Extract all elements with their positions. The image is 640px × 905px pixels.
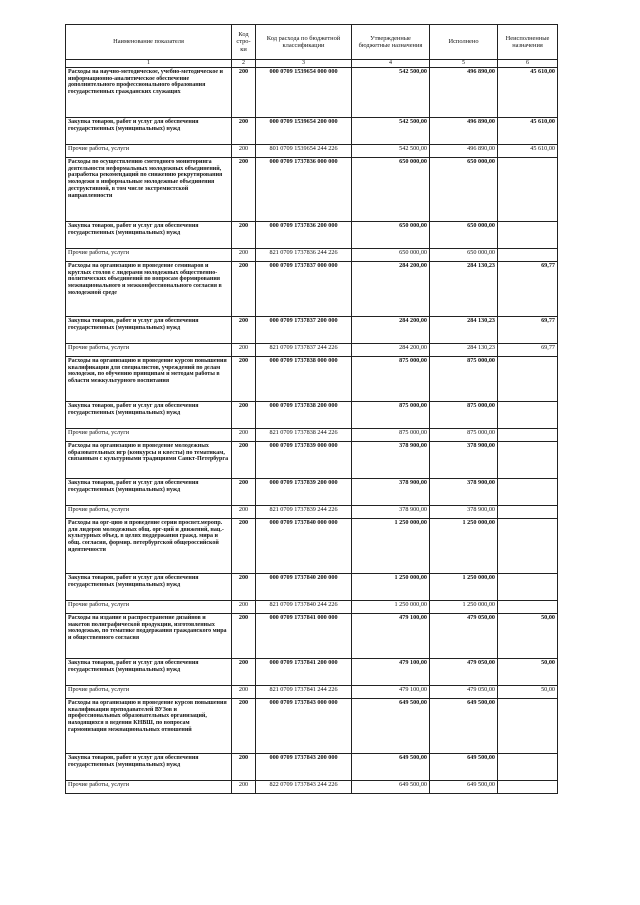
line-code-cell: 200	[232, 402, 256, 429]
unexecuted-amount-cell: 69,77	[498, 262, 558, 317]
indicator-name-cell: Прочие работы, услуги	[66, 686, 232, 699]
unexecuted-amount-cell	[498, 402, 558, 429]
table-row	[66, 699, 558, 754]
column-number: 4	[352, 60, 430, 68]
indicator-name-cell: Закупка товаров, работ и услуг для обеспечения государственных (муниципальных) нужд	[66, 402, 232, 429]
budget-code-cell: 000 0709 1737839 000 000	[256, 442, 352, 479]
approved-amount-cell: 1 250 000,00	[352, 601, 430, 614]
unexecuted-amount-cell	[498, 519, 558, 574]
unexecuted-amount-cell	[498, 429, 558, 442]
line-code-cell: 200	[232, 699, 256, 754]
line-code-cell: 200	[232, 158, 256, 222]
approved-amount-cell: 284 200,00	[352, 344, 430, 357]
executed-amount-cell: 875 000,00	[430, 429, 498, 442]
indicator-name-cell: Расходы на организацию и проведение курсов повышения квалификации для специалистов, учреждений по делам молодежи, по обучению принципам и методам работы в области межкультурного воспитания	[66, 357, 232, 402]
header-executed: Исполнено	[430, 25, 498, 60]
approved-amount-cell: 875 000,00	[352, 429, 430, 442]
indicator-name-cell: Прочие работы, услуги	[66, 145, 232, 158]
header-approved-appropriations: Утвержденные бюджетные назначения	[352, 25, 430, 60]
executed-amount-cell: 284 130,23	[430, 317, 498, 344]
indicator-name-cell: Закупка товаров, работ и услуг для обеспечения государственных (муниципальных) нужд	[66, 118, 232, 145]
approved-amount-cell: 378 900,00	[352, 442, 430, 479]
line-code-cell: 200	[232, 754, 256, 781]
executed-amount-cell: 479 050,00	[430, 686, 498, 699]
budget-code-cell: 821 0709 1737840 244 226	[256, 601, 352, 614]
approved-amount-cell: 378 900,00	[352, 479, 430, 506]
table-row	[66, 519, 558, 574]
table-row	[66, 754, 558, 781]
budget-code-cell: 821 0709 1737836 244 226	[256, 249, 352, 262]
indicator-name-cell: Закупка товаров, работ и услуг для обеспечения государственных (муниципальных) нужд	[66, 317, 232, 344]
indicator-name-cell: Расходы на организацию и проведение молодежных образовательных игр (конкурсы и квесты) по тематикам, связанным с культурными традициями Санкт-Петербурга	[66, 442, 232, 479]
line-code-cell: 200	[232, 781, 256, 794]
column-number: 1	[66, 60, 232, 68]
unexecuted-amount-cell	[498, 781, 558, 794]
header-indicator-name: Наименование показателя	[66, 25, 232, 60]
line-code-cell: 200	[232, 262, 256, 317]
unexecuted-amount-cell: 45 610,00	[498, 68, 558, 118]
budget-code-cell: 000 0709 1737836 000 000	[256, 158, 352, 222]
budget-code-cell: 000 0709 1737840 200 000	[256, 574, 352, 601]
header-unexecuted-appropriations: Неисполненные назначения	[498, 25, 558, 60]
budget-code-cell: 821 0709 1737838 244 226	[256, 429, 352, 442]
line-code-cell: 200	[232, 614, 256, 659]
indicator-name-cell: Закупка товаров, работ и услуг для обеспечения государственных (муниципальных) нужд	[66, 574, 232, 601]
column-number: 3	[256, 60, 352, 68]
line-code-cell: 200	[232, 357, 256, 402]
column-number: 2	[232, 60, 256, 68]
indicator-name-cell: Прочие работы, услуги	[66, 781, 232, 794]
executed-amount-cell: 378 900,00	[430, 479, 498, 506]
unexecuted-amount-cell	[498, 442, 558, 479]
indicator-name-cell: Расходы на научно-методическое, учебно-методическое и информационно-аналитическое обеспечение дополнительного профессионального образования государственных гражданских служащих	[66, 68, 232, 118]
approved-amount-cell: 650 000,00	[352, 158, 430, 222]
line-code-cell: 200	[232, 249, 256, 262]
table-row	[66, 317, 558, 344]
executed-amount-cell: 479 050,00	[430, 659, 498, 686]
executed-amount-cell: 1 250 000,00	[430, 574, 498, 601]
indicator-name-cell: Прочие работы, услуги	[66, 249, 232, 262]
approved-amount-cell: 542 500,00	[352, 68, 430, 118]
budget-code-cell: 000 0709 1737843 000 000	[256, 699, 352, 754]
header-row	[66, 25, 558, 60]
table-row	[66, 614, 558, 659]
budget-code-cell: 000 0709 1539654 000 000	[256, 68, 352, 118]
table-row	[66, 659, 558, 686]
executed-amount-cell: 649 500,00	[430, 781, 498, 794]
table-row	[66, 262, 558, 317]
indicator-name-cell: Расходы на издание и распространение дизайнов и макетов полиграфической продукции, изготовленных молодежью, по тематике поддержания гражданского мира и общественного согласия	[66, 614, 232, 659]
table-row	[66, 686, 558, 699]
line-code-cell: 200	[232, 429, 256, 442]
line-code-cell: 200	[232, 601, 256, 614]
approved-amount-cell: 649 500,00	[352, 781, 430, 794]
table-row	[66, 118, 558, 145]
approved-amount-cell: 542 500,00	[352, 145, 430, 158]
executed-amount-cell: 284 130,23	[430, 262, 498, 317]
table-row	[66, 145, 558, 158]
table-row	[66, 781, 558, 794]
line-code-cell: 200	[232, 145, 256, 158]
budget-code-cell: 000 0709 1539654 200 000	[256, 118, 352, 145]
unexecuted-amount-cell	[498, 158, 558, 222]
budget-code-cell: 801 0709 1539654 244 226	[256, 145, 352, 158]
unexecuted-amount-cell	[498, 574, 558, 601]
approved-amount-cell: 542 500,00	[352, 118, 430, 145]
indicator-name-cell: Закупка товаров, работ и услуг для обеспечения государственных (муниципальных) нужд	[66, 222, 232, 249]
unexecuted-amount-cell	[498, 479, 558, 506]
budget-code-cell: 000 0709 1737838 000 000	[256, 357, 352, 402]
indicator-name-cell: Расходы по осуществлению сметодного мониторинга деятельности неформальных молодежных объединений, разработка рекомендаций по снижению рекрутирования молодежи в информальные молодежные объединения деструктивной, в том числе экстремистской направленности	[66, 158, 232, 222]
executed-amount-cell: 875 000,00	[430, 402, 498, 429]
budget-code-cell: 000 0709 1737837 200 000	[256, 317, 352, 344]
approved-amount-cell: 1 250 000,00	[352, 519, 430, 574]
unexecuted-amount-cell	[498, 249, 558, 262]
table-row	[66, 429, 558, 442]
budget-code-cell: 000 0709 1737843 200 000	[256, 754, 352, 781]
approved-amount-cell: 650 000,00	[352, 249, 430, 262]
unexecuted-amount-cell: 50,00	[498, 614, 558, 659]
table-row	[66, 479, 558, 506]
executed-amount-cell: 1 250 000,00	[430, 601, 498, 614]
approved-amount-cell: 284 200,00	[352, 317, 430, 344]
line-code-cell: 200	[232, 118, 256, 145]
approved-amount-cell: 875 000,00	[352, 402, 430, 429]
executed-amount-cell: 479 050,00	[430, 614, 498, 659]
line-code-cell: 200	[232, 442, 256, 479]
executed-amount-cell: 649 500,00	[430, 699, 498, 754]
unexecuted-amount-cell	[498, 222, 558, 249]
executed-amount-cell: 496 890,00	[430, 145, 498, 158]
indicator-name-cell: Расходы на организацию и проведение семинаров и круглых столов с лидерами молодежных общественно-политических объединений по вопросам формирования межнационального и межконфессионального согласия в молодежной среде	[66, 262, 232, 317]
line-code-cell: 200	[232, 686, 256, 699]
approved-amount-cell: 479 100,00	[352, 686, 430, 699]
line-code-cell: 200	[232, 222, 256, 249]
executed-amount-cell: 1 250 000,00	[430, 519, 498, 574]
table-row	[66, 574, 558, 601]
indicator-name-cell: Прочие работы, услуги	[66, 506, 232, 519]
budget-code-cell: 000 0709 1737837 000 000	[256, 262, 352, 317]
budget-code-cell: 000 0709 1737841 200 000	[256, 659, 352, 686]
unexecuted-amount-cell: 69,77	[498, 344, 558, 357]
budget-code-cell: 000 0709 1737838 200 000	[256, 402, 352, 429]
approved-amount-cell: 284 200,00	[352, 262, 430, 317]
approved-amount-cell: 479 100,00	[352, 659, 430, 686]
column-number-row	[66, 60, 558, 68]
line-code-cell: 200	[232, 344, 256, 357]
approved-amount-cell: 1 250 000,00	[352, 574, 430, 601]
approved-amount-cell: 875 000,00	[352, 357, 430, 402]
column-number: 6	[498, 60, 558, 68]
unexecuted-amount-cell	[498, 506, 558, 519]
budget-code-cell: 821 0709 1737837 244 226	[256, 344, 352, 357]
budget-code-cell: 000 0709 1737840 000 000	[256, 519, 352, 574]
approved-amount-cell: 650 000,00	[352, 222, 430, 249]
budget-execution-table	[65, 24, 558, 794]
table-row	[66, 357, 558, 402]
executed-amount-cell: 496 890,00	[430, 68, 498, 118]
line-code-cell: 200	[232, 506, 256, 519]
indicator-name-cell: Закупка товаров, работ и услуг для обеспечения государственных (муниципальных) нужд	[66, 659, 232, 686]
indicator-name-cell: Прочие работы, услуги	[66, 344, 232, 357]
unexecuted-amount-cell: 50,00	[498, 686, 558, 699]
unexecuted-amount-cell: 45 610,00	[498, 145, 558, 158]
header-line-code: Код стро- ки	[232, 25, 256, 60]
table-body	[66, 68, 558, 794]
table-row	[66, 222, 558, 249]
unexecuted-amount-cell	[498, 754, 558, 781]
executed-amount-cell: 496 890,00	[430, 118, 498, 145]
budget-code-cell: 822 0709 1737843 244 226	[256, 781, 352, 794]
line-code-cell: 200	[232, 659, 256, 686]
table-row	[66, 601, 558, 614]
executed-amount-cell: 875 000,00	[430, 357, 498, 402]
approved-amount-cell: 649 500,00	[352, 754, 430, 781]
line-code-cell: 200	[232, 68, 256, 118]
executed-amount-cell: 650 000,00	[430, 249, 498, 262]
approved-amount-cell: 649 500,00	[352, 699, 430, 754]
budget-code-cell: 821 0709 1737839 244 226	[256, 506, 352, 519]
budget-code-cell: 000 0709 1737839 200 000	[256, 479, 352, 506]
indicator-name-cell: Закупка товаров, работ и услуг для обеспечения государственных (муниципальных) нужд	[66, 479, 232, 506]
table-row	[66, 442, 558, 479]
approved-amount-cell: 378 900,00	[352, 506, 430, 519]
executed-amount-cell: 284 130,23	[430, 344, 498, 357]
unexecuted-amount-cell: 69,77	[498, 317, 558, 344]
executed-amount-cell: 649 500,00	[430, 754, 498, 781]
budget-code-cell: 821 0709 1737841 244 226	[256, 686, 352, 699]
budget-code-cell: 000 0709 1737836 200 000	[256, 222, 352, 249]
executed-amount-cell: 378 900,00	[430, 442, 498, 479]
indicator-name-cell: Прочие работы, услуги	[66, 601, 232, 614]
table-row	[66, 158, 558, 222]
indicator-name-cell: Расходы на орг-цию и проведение серии просвет.меропр. для лидеров молодежных общ. орг-ций и движений, нац.-культурных объед. в целях поддержания гражд. мира и общ. согласия, формир. петербургской общероссийской идентичности	[66, 519, 232, 574]
column-number: 5	[430, 60, 498, 68]
line-code-cell: 200	[232, 479, 256, 506]
unexecuted-amount-cell: 50,00	[498, 659, 558, 686]
unexecuted-amount-cell	[498, 601, 558, 614]
budget-code-cell: 000 0709 1737841 000 000	[256, 614, 352, 659]
executed-amount-cell: 378 900,00	[430, 506, 498, 519]
line-code-cell: 200	[232, 317, 256, 344]
table-row	[66, 506, 558, 519]
table-row	[66, 402, 558, 429]
indicator-name-cell: Закупка товаров, работ и услуг для обеспечения государственных (муниципальных) нужд	[66, 754, 232, 781]
indicator-name-cell: Прочие работы, услуги	[66, 429, 232, 442]
line-code-cell: 200	[232, 574, 256, 601]
executed-amount-cell: 650 000,00	[430, 222, 498, 249]
executed-amount-cell: 650 000,00	[430, 158, 498, 222]
unexecuted-amount-cell: 45 610,00	[498, 118, 558, 145]
table-row	[66, 249, 558, 262]
approved-amount-cell: 479 100,00	[352, 614, 430, 659]
unexecuted-amount-cell	[498, 357, 558, 402]
header-budget-classification-code: Код расхода по бюджетной классификации	[256, 25, 352, 60]
indicator-name-cell: Расходы на организацию и проведение курсов повышения квалификации преподавателей ВУЗов и профессиональных образовательных организаций, находящихся в ведении КНВШ, по вопросам гармонизации межнациональных отношений	[66, 699, 232, 754]
table-row	[66, 344, 558, 357]
line-code-cell: 200	[232, 519, 256, 574]
table-row	[66, 68, 558, 118]
unexecuted-amount-cell	[498, 699, 558, 754]
